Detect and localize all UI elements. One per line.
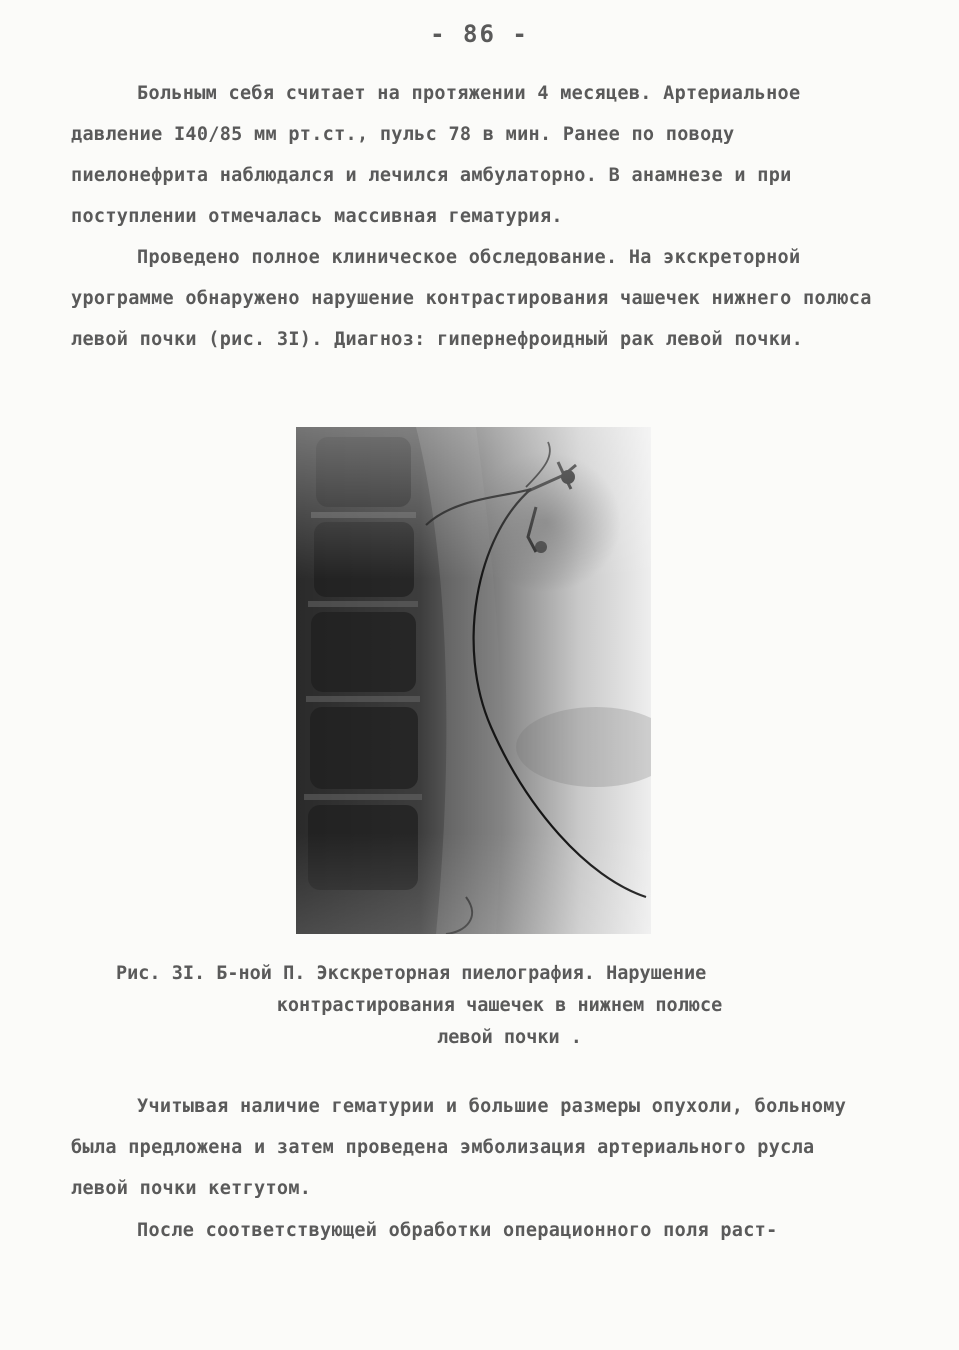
figure-caption-line-3: левой почки .	[437, 1027, 582, 1048]
paragraph-1: Больным себя считает на протяжении 4 месяцев. Артериальное давление I40/85 мм рт.ст., пульс 78 в мин. Ранее по поводу пиелонефрита наблюдался и лечился амбулаторно. В анамнезе и при поступлении отмечалась массивная гематурия.	[71, 83, 801, 227]
xray-figure	[296, 427, 651, 934]
paragraph-3: Учитывая наличие гематурии и большие размеры опухоли, больному была предложена и затем проведена эмболизация артериального русла левой почки кетгутом.	[71, 1096, 847, 1199]
xray-image	[296, 427, 651, 934]
figure-caption-line-1: Рис. 3I. Б-ной П. Экскреторная пиелография. Нарушение	[116, 963, 707, 984]
paragraph-4: После соответствующей обработки операционного поля раст-	[137, 1220, 778, 1241]
page-number: - 86 -	[430, 20, 529, 48]
paragraph-2: Проведено полное клиническое обследование. На экскреторной урограмме обнаружено нарушение контрастирования чашечек нижнего полюса левой почки (рис. 3I). Диагноз: гипернефроидный рак левой почки.	[71, 247, 872, 350]
figure-caption-line-2: контрастирования чашечек в нижнем полюсе	[276, 995, 723, 1016]
